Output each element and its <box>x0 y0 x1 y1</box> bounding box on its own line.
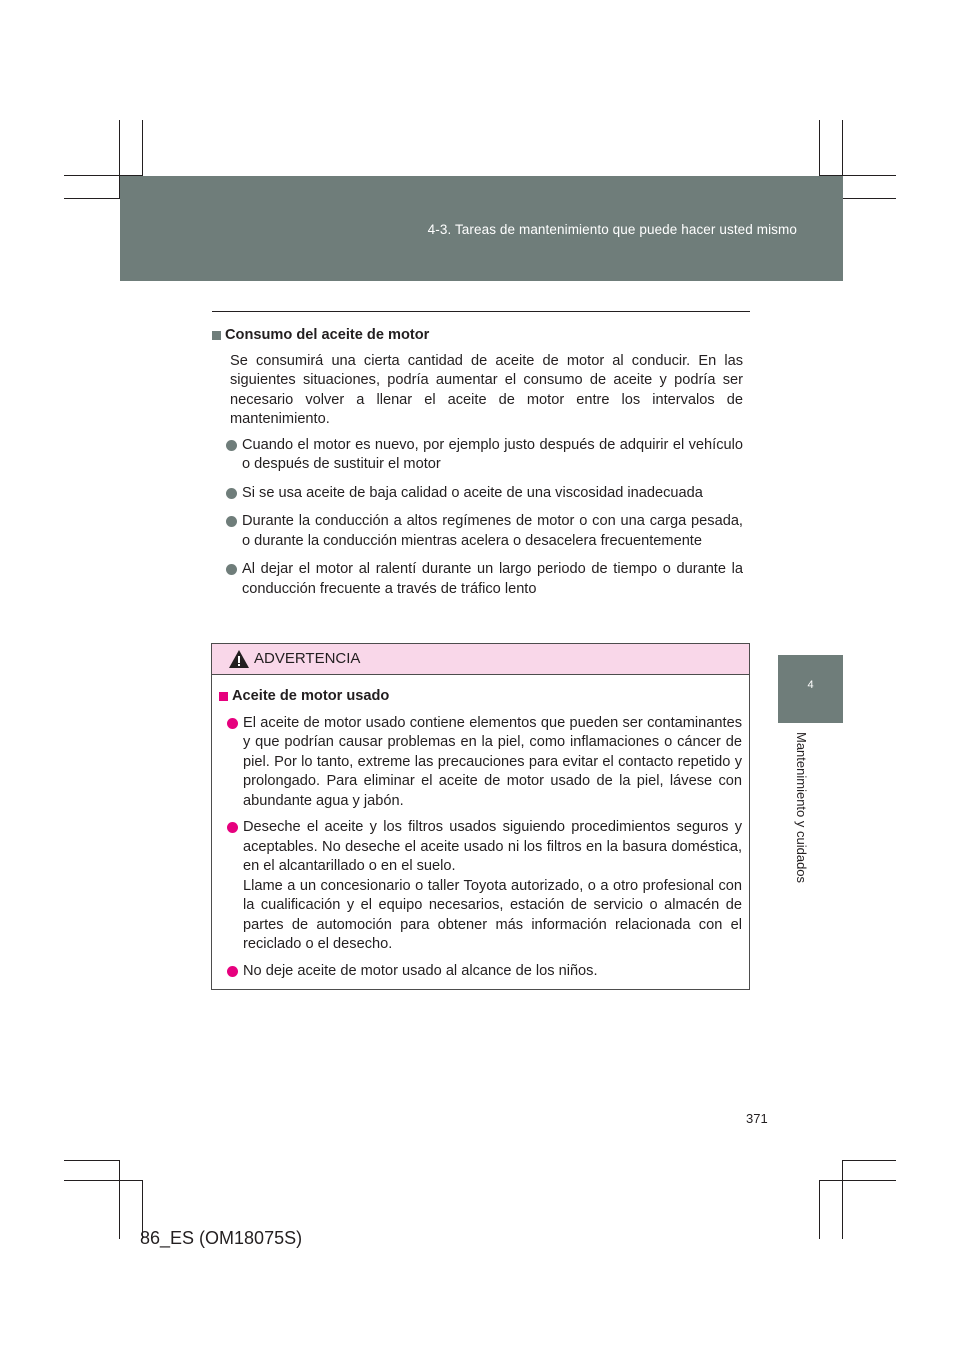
list-item-text: Si se usa aceite de baja calidad o aceite de una viscosidad inadecuada <box>242 484 703 501</box>
crop-mark <box>819 1180 896 1181</box>
list-item <box>243 714 742 812</box>
circle-bullet-icon <box>227 822 238 833</box>
circle-bullet-icon <box>226 564 237 575</box>
chapter-tab <box>778 655 843 723</box>
list-item-text: Durante la conducción a altos regímenes de motor o con una carga pesada, o durante la conducción mientras acelera o desacelera frecuentemente <box>242 513 743 549</box>
square-bullet-icon <box>212 331 221 340</box>
square-bullet-icon <box>219 692 228 701</box>
warning-triangle-icon <box>228 649 250 669</box>
crop-mark <box>842 1160 843 1239</box>
circle-bullet-icon <box>226 440 237 451</box>
circle-bullet-icon <box>226 516 237 527</box>
list-item-text: Cuando el motor es nuevo, por ejemplo justo después de adquirir el vehículo o después de sustituir el motor <box>242 436 743 472</box>
circle-bullet-icon <box>227 718 238 729</box>
header-band <box>120 176 843 281</box>
warning-box <box>211 643 750 990</box>
list-item <box>242 484 743 504</box>
document-code: 86_ES (OM18075S) <box>140 1228 303 1248</box>
intro-paragraph: Se consumirá una cierta cantidad de aceite de motor al conducir. En las siguientes situaciones, podría aumentar el consumo de aceite y podría ser necesario volver a llenar el aceite de motor entre los intervalos de mantenimiento. <box>230 352 743 427</box>
crop-mark <box>819 1180 820 1239</box>
circle-bullet-icon <box>226 488 237 499</box>
crop-mark <box>64 1180 143 1181</box>
crop-mark <box>64 1160 120 1161</box>
page-number: 371 <box>746 1111 768 1126</box>
list-item-extra-text: Llame a un concesionario o taller Toyota autorizado, o a otro profesional con la cualificación y el equipo necesarios, estación de servicio o almacén de partes de automoción para obtener más información relacionada con el reciclado o el desecho. <box>243 877 742 952</box>
list-item-text: No deje aceite de motor usado al alcance de los niños. <box>243 962 598 979</box>
chapter-number: 4 <box>807 679 814 691</box>
warning-body <box>212 675 749 981</box>
section-title: 4-3. Tareas de mantenimiento que puede hacer usted mismo <box>427 222 797 237</box>
warning-heading: ADVERTENCIA <box>254 650 361 667</box>
crop-mark <box>119 1160 120 1239</box>
list-item <box>243 962 742 982</box>
warning-section-heading <box>219 687 742 707</box>
section-heading <box>212 326 743 346</box>
section-heading-text: Consumo del aceite de motor <box>225 327 430 343</box>
circle-bullet-icon <box>227 966 238 977</box>
list-item <box>242 436 743 475</box>
list-item <box>242 560 743 599</box>
list-item-text: Al dejar el motor al ralentí durante un largo periodo de tiempo o durante la conducción frecuente a través de tráfico lento <box>242 561 743 597</box>
warning-section-heading-text: Aceite de motor usado <box>232 688 390 704</box>
crop-mark <box>842 1160 896 1161</box>
list-item <box>242 512 743 551</box>
divider <box>212 311 750 312</box>
warning-header <box>212 644 749 675</box>
list-item <box>243 818 742 955</box>
chapter-label: Mantenimiento y cuidados <box>794 732 809 884</box>
list-item-text: Deseche el aceite y los filtros usados siguiendo procedimientos seguros y aceptables. No deseche el aceite usado ni los filtros en la basura doméstica, en el alcantarillado o en el suelo. <box>243 819 742 874</box>
oil-consumption-section <box>212 326 743 608</box>
list-item-text: El aceite de motor usado contiene elementos que pueden ser contaminantes y que podrían causar problemas en la piel, como inflamaciones o cáncer de piel. Por lo tanto, extreme las precauciones para evitar el contacto repetido y prolongado. Para eliminar el aceite de motor usado de la piel, lávese con abundante agua y jabón. <box>243 714 742 809</box>
